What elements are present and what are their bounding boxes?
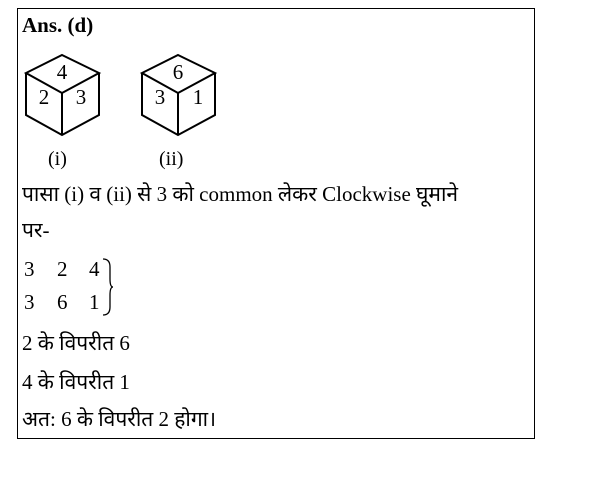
answer-box: [17, 8, 535, 439]
answer-label: Ans. (d): [22, 13, 94, 37]
cube-ii-right: 1: [192, 84, 204, 109]
row-1-val-3: 4: [89, 257, 100, 281]
row-2-val-2: 6: [57, 290, 68, 314]
explanation-line-1: पासा (i) व (ii) से 3 को common लेकर Clockwise घूमाने: [22, 182, 459, 206]
cube-ii-top: 6: [172, 59, 184, 84]
cube-i-top: 4: [56, 59, 68, 84]
cube-i-left: 2: [38, 84, 50, 109]
row-1-val-1: 3: [24, 257, 35, 281]
cube-ii-left: 3: [154, 84, 166, 109]
cube-i-right: 3: [75, 84, 87, 109]
cube-i-caption: (i): [48, 148, 67, 170]
row-1-val-2: 2: [57, 257, 68, 281]
cube-ii-caption: (ii): [159, 148, 184, 170]
row-2-val-3: 1: [89, 290, 100, 314]
row-2-val-1: 3: [24, 290, 35, 314]
right-brace-icon: [100, 257, 114, 317]
explanation-line-2: पर-: [22, 218, 50, 242]
cube-diagrams: [18, 49, 238, 149]
result-line-2: 4 के विपरीत 1: [22, 370, 130, 394]
result-line-1: 2 के विपरीत 6: [22, 331, 130, 355]
conclusion-line: अत: 6 के विपरीत 2 होगा।: [22, 407, 217, 431]
